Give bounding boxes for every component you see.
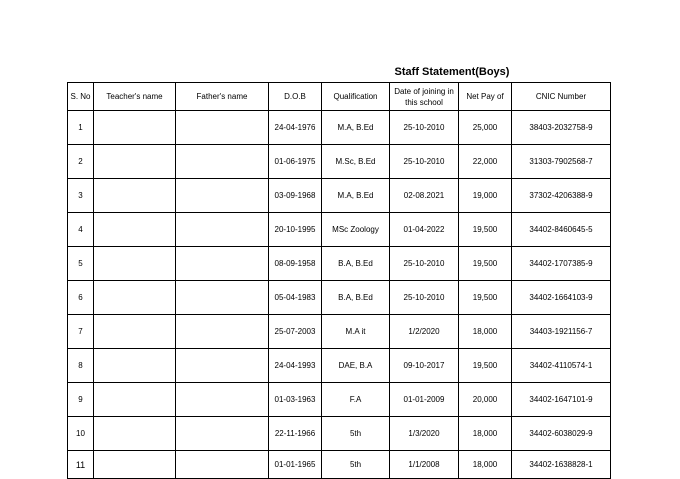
cell-father-name [176,247,269,281]
cell-date-of-joining: 25-10-2010 [390,111,459,145]
cell-teacher-name [94,315,176,349]
cell-sno: 11 [68,451,94,479]
cell-net-pay: 19,500 [459,213,512,247]
cell-net-pay: 20,000 [459,383,512,417]
cell-teacher-name [94,349,176,383]
table-row [68,281,611,315]
cell-father-name [176,213,269,247]
cell-qualification: DAE, B.A [322,349,390,383]
cell-date-of-joining: 1/2/2020 [390,315,459,349]
table-row [68,417,611,451]
table-row [68,451,611,479]
cell-dob: 08-09-1958 [269,247,322,281]
cell-net-pay: 18,000 [459,451,512,479]
cell-teacher-name [94,179,176,213]
table-row [68,145,611,179]
cell-teacher-name [94,451,176,479]
cell-qualification: B.A, B.Ed [322,281,390,315]
staff-table [67,82,611,479]
cell-sno: 4 [68,213,94,247]
cell-date-of-joining: 25-10-2010 [390,145,459,179]
cell-teacher-name [94,383,176,417]
header-sno: S. No [68,83,94,111]
header-qualification: Qualification [322,83,390,111]
cell-net-pay: 25,000 [459,111,512,145]
cell-qualification: MSc Zoology [322,213,390,247]
cell-cnic: 34402-1647101-9 [512,383,611,417]
table-row [68,111,611,145]
cell-net-pay: 22,000 [459,145,512,179]
cell-dob: 25-07-2003 [269,315,322,349]
cell-net-pay: 18,000 [459,417,512,451]
cell-dob: 24-04-1976 [269,111,322,145]
table-row [68,349,611,383]
cell-father-name [176,179,269,213]
cell-teacher-name [94,281,176,315]
header-dob: D.O.B [269,83,322,111]
cell-sno: 1 [68,111,94,145]
cell-cnic: 34402-1638828-1 [512,451,611,479]
cell-qualification: 5th [322,451,390,479]
cell-dob: 03-09-1968 [269,179,322,213]
cell-teacher-name [94,247,176,281]
cell-sno: 3 [68,179,94,213]
table-row [68,247,611,281]
header-father-name: Father's name [176,83,269,111]
cell-date-of-joining: 25-10-2010 [390,281,459,315]
cell-father-name [176,417,269,451]
cell-dob: 01-01-1965 [269,451,322,479]
cell-dob: 05-04-1983 [269,281,322,315]
header-cnic: CNIC Number [512,83,611,111]
cell-teacher-name [94,111,176,145]
cell-father-name [176,383,269,417]
cell-net-pay: 19,500 [459,247,512,281]
cell-cnic: 34402-4110574-1 [512,349,611,383]
cell-net-pay: 19,500 [459,281,512,315]
cell-dob: 24-04-1993 [269,349,322,383]
cell-dob: 22-11-1966 [269,417,322,451]
cell-cnic: 38403-2032758-9 [512,111,611,145]
cell-cnic: 34402-1707385-9 [512,247,611,281]
cell-date-of-joining: 1/1/2008 [390,451,459,479]
cell-father-name [176,315,269,349]
cell-cnic: 37302-4206388-9 [512,179,611,213]
cell-net-pay: 18,000 [459,315,512,349]
cell-qualification: 5th [322,417,390,451]
cell-date-of-joining: 1/3/2020 [390,417,459,451]
cell-cnic: 34402-1664103-9 [512,281,611,315]
cell-net-pay: 19,500 [459,349,512,383]
cell-teacher-name [94,417,176,451]
cell-date-of-joining: 01-04-2022 [390,213,459,247]
cell-qualification: M.A, B.Ed [322,111,390,145]
cell-dob: 01-03-1963 [269,383,322,417]
header-date-of-joining: Date of joining in this school [390,83,459,111]
cell-sno: 6 [68,281,94,315]
table-row [68,179,611,213]
cell-dob: 01-06-1975 [269,145,322,179]
staff-table-body [68,111,611,479]
cell-sno: 7 [68,315,94,349]
cell-sno: 5 [68,247,94,281]
cell-teacher-name [94,213,176,247]
cell-net-pay: 19,000 [459,179,512,213]
cell-sno: 10 [68,417,94,451]
cell-date-of-joining: 02-08.2021 [390,179,459,213]
cell-sno: 2 [68,145,94,179]
cell-father-name [176,111,269,145]
cell-qualification: F.A [322,383,390,417]
cell-cnic: 34402-8460645-5 [512,213,611,247]
cell-sno: 9 [68,383,94,417]
cell-qualification: B.A, B.Ed [322,247,390,281]
cell-sno: 8 [68,349,94,383]
table-row [68,383,611,417]
cell-teacher-name [94,145,176,179]
header-row [68,83,611,111]
table-row [68,213,611,247]
cell-cnic: 31303-7902568-7 [512,145,611,179]
page-title: Staff Statement(Boys) [394,66,510,78]
header-teacher-name: Teacher's name [94,83,176,111]
cell-date-of-joining: 09-10-2017 [390,349,459,383]
cell-qualification: M.Sc, B.Ed [322,145,390,179]
cell-father-name [176,281,269,315]
cell-date-of-joining: 25-10-2010 [390,247,459,281]
cell-father-name [176,349,269,383]
cell-cnic: 34403-1921156-7 [512,315,611,349]
header-net-pay: Net Pay of [459,83,512,111]
cell-father-name [176,451,269,479]
cell-cnic: 34402-6038029-9 [512,417,611,451]
cell-qualification: M.A it [322,315,390,349]
cell-dob: 20-10-1995 [269,213,322,247]
cell-date-of-joining: 01-01-2009 [390,383,459,417]
table-row [68,315,611,349]
cell-qualification: M.A, B.Ed [322,179,390,213]
cell-father-name [176,145,269,179]
